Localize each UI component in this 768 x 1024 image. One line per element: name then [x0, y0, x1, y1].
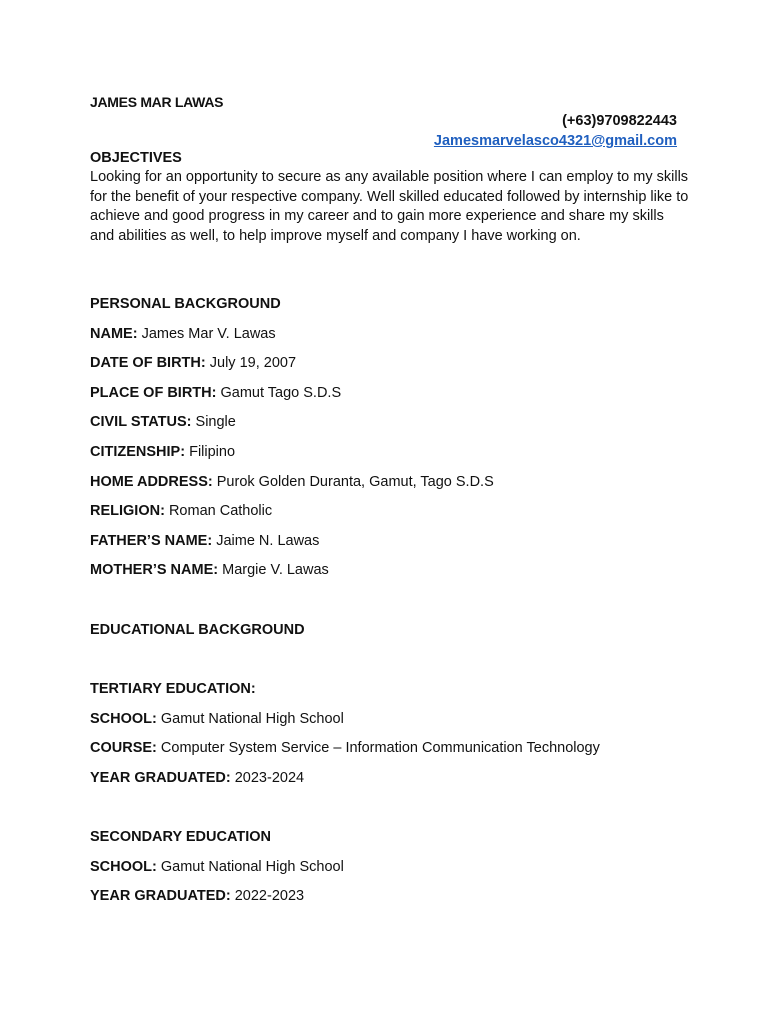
- applicant-name-heading: JAMES MAR LAWAS: [90, 94, 224, 110]
- contact-info: [434, 111, 677, 151]
- field-label: SCHOOL:: [90, 710, 157, 727]
- field-value: Gamut National High School: [160, 858, 344, 875]
- field-row-religion: [90, 502, 710, 532]
- phone-number: (+63)9709822443: [562, 113, 677, 129]
- secondary-education-title: SECONDARY EDUCATION: [90, 829, 271, 845]
- field-value: Margie V. Lawas: [222, 562, 329, 579]
- field-label: HOME ADDRESS:: [90, 473, 213, 490]
- field-row-fathers-name: [90, 532, 710, 562]
- email-link[interactable]: Jamesmarvelasco4321@gmail.com: [433, 133, 677, 149]
- field-label: RELIGION:: [90, 503, 165, 520]
- objectives-text: Looking for an opportunity to secure as any available position where I can employ to my skills for the benefit of your respective company. Well skilled educated followed by internship like to achieve and good progress in my career and to gain more experience and share my skills and abilities as well, to help improve myself and company I have working on.: [90, 169, 689, 244]
- field-label: YEAR GRADUATED:: [90, 888, 231, 905]
- field-label: COURSE:: [90, 740, 157, 757]
- tertiary-education-title: TERTIARY EDUCATION:: [90, 681, 256, 697]
- field-row-citizenship: [90, 443, 710, 473]
- field-value: Computer System Service – Information Communication Technology: [160, 740, 600, 757]
- field-label: SCHOOL:: [90, 858, 157, 875]
- field-label: MOTHER’S NAME:: [90, 562, 219, 579]
- field-label: DATE OF BIRTH:: [90, 355, 206, 372]
- field-row-school: [90, 710, 710, 740]
- field-value: Filipino: [189, 443, 236, 460]
- field-value: Gamut National High School: [160, 710, 344, 727]
- educational-background-section: [90, 621, 710, 651]
- secondary-education-section: [90, 828, 710, 917]
- field-label: CIVIL STATUS:: [90, 414, 192, 431]
- field-row-name: [90, 325, 710, 355]
- field-value: 2023-2024: [234, 769, 305, 786]
- personal-background-title: PERSONAL BACKGROUND: [90, 296, 281, 312]
- field-row-course: [90, 739, 710, 769]
- field-label: NAME:: [90, 325, 138, 342]
- field-value: Gamut Tago S.D.S: [220, 384, 342, 401]
- field-row-year-graduated: [90, 769, 710, 799]
- field-row-place-of-birth: [90, 384, 710, 414]
- field-row-year-graduated: [90, 887, 710, 917]
- tertiary-education-section: [90, 680, 710, 798]
- field-label: PLACE OF BIRTH:: [90, 384, 217, 401]
- field-value: Purok Golden Duranta, Gamut, Tago S.D.S: [216, 473, 494, 490]
- field-row-home-address: [90, 473, 710, 503]
- field-row-date-of-birth: [90, 354, 710, 384]
- field-value: Roman Catholic: [168, 503, 273, 520]
- objectives-title: OBJECTIVES: [90, 150, 182, 166]
- field-label: YEAR GRADUATED:: [90, 769, 231, 786]
- field-row-civil-status: [90, 413, 710, 443]
- field-row-school: [90, 858, 710, 888]
- personal-background-section: [90, 295, 710, 591]
- field-row-mothers-name: [90, 561, 710, 591]
- field-value: Jaime N. Lawas: [216, 532, 320, 549]
- field-value: Single: [195, 414, 236, 431]
- field-value: July 19, 2007: [209, 355, 297, 372]
- field-label: CITIZENSHIP:: [90, 443, 186, 460]
- field-label: FATHER’S NAME:: [90, 532, 213, 549]
- objectives-section: [90, 150, 690, 246]
- field-value: James Mar V. Lawas: [141, 325, 276, 342]
- field-value: 2022-2023: [234, 888, 305, 905]
- educational-background-title: EDUCATIONAL BACKGROUND: [90, 622, 305, 638]
